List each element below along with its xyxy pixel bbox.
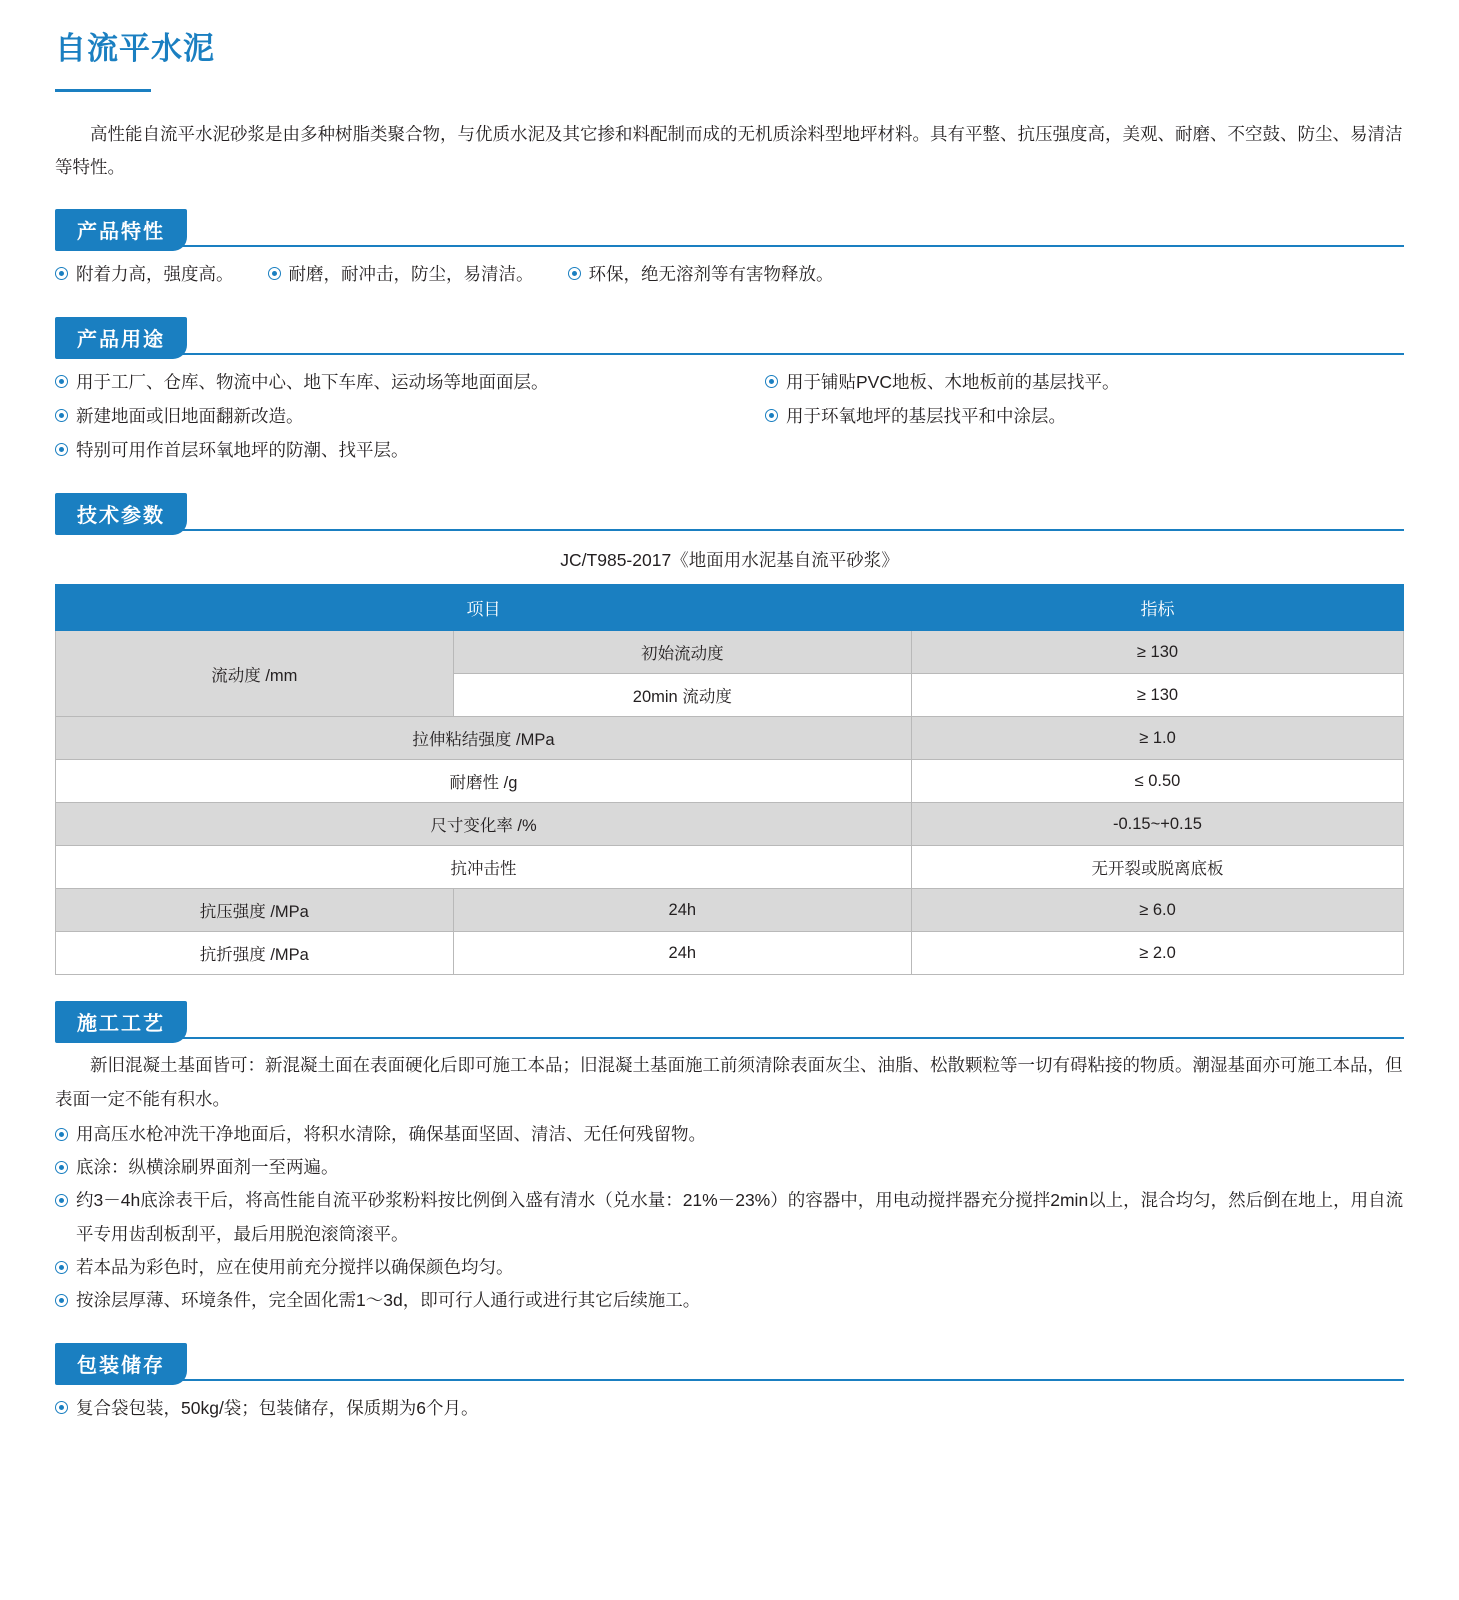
table-row [56,932,1404,975]
list-item-label: 用于环氧地坪的基层找平和中涂层。 [786,406,1066,427]
section-header-specs [55,493,1404,531]
uses-list [55,365,1404,467]
list-item [55,1151,1404,1184]
list-item-label: 约3－4h底涂表干后，将高性能自流平砂浆粉料按比例倒入盛有清水（兑水量：21%－23%）的容器中，用电动搅拌器充分搅拌2min以上，混合均匀，然后倒在地上，用自流平专用齿刮板刮平，最后用脱泡滚筒滚平。 [76,1190,1404,1244]
section-rule [55,1379,1404,1381]
bullet-circle-icon [268,267,281,280]
bullet-circle-icon [55,1161,68,1174]
section-rule [55,245,1404,247]
section-title-uses: 产品用途 [55,317,187,359]
section-header-features [55,209,1404,247]
section-title-specs: 技术参数 [55,493,187,535]
cell-value: ≥ 6.0 [911,889,1403,932]
bullet-circle-icon [55,1128,68,1141]
bullet-circle-icon [568,267,581,280]
list-item [55,365,755,399]
list-item [55,433,755,467]
section-title-packaging: 包装储存 [55,1343,187,1385]
packaging-list [55,1391,1404,1425]
list-item-label: 特别可用作首层环氧地坪的防潮、找平层。 [76,440,409,461]
cell-sub: 24h [453,889,911,932]
process-list [55,1118,1404,1318]
section-rule [55,1037,1404,1039]
cell-value: ≥ 1.0 [911,717,1403,760]
list-item [268,257,534,291]
list-item [55,1284,1404,1317]
section-title-features: 产品特性 [55,209,187,251]
list-item [55,399,755,433]
table-row [56,631,1404,674]
table-header-row [56,585,1404,631]
list-item-label: 用高压水枪冲洗干净地面后，将积水清除，确保基面坚固、清洁、无任何残留物。 [76,1123,706,1144]
cell-value: ≥ 130 [911,674,1403,717]
list-item [55,257,234,291]
cell-item: 拉伸粘结强度 /MPa [56,717,912,760]
page-title: 自流平水泥 [55,31,215,66]
cell-item: 抗冲击性 [56,846,912,889]
cell-sub: 24h [453,932,911,975]
list-item [765,399,1404,433]
list-item-label: 耐磨，耐冲击，防尘，易清洁。 [288,263,534,284]
section-rule [55,353,1404,355]
bullet-circle-icon [765,409,778,422]
section-header-process [55,1001,1404,1039]
table-row [56,846,1404,889]
list-item-label: 附着力高，强度高。 [76,263,234,284]
section-rule [55,529,1404,531]
bullet-circle-icon [55,409,68,422]
intro-paragraph: 高性能自流平水泥砂浆是由多种树脂类聚合物，与优质水泥及其它掺和料配制而成的无机质涂料型地坪材料。具有平整、抗压强度高，美观、耐磨、不空鼓、防尘、易清洁等特性。 [55,124,1403,177]
cell-sub: 初始流动度 [453,631,911,674]
cell-value: ≥ 2.0 [911,932,1403,975]
cell-item: 流动度 /mm [56,631,454,717]
table-row [56,760,1404,803]
bullet-circle-icon [55,1194,68,1207]
section-packaging [55,1343,1404,1425]
section-title-process: 施工工艺 [55,1001,187,1043]
section-specs [55,493,1404,975]
bullet-circle-icon [55,267,68,280]
column-header-item: 项目 [56,585,912,631]
cell-sub: 20min 流动度 [453,674,911,717]
bullet-circle-icon [765,375,778,388]
list-item-label: 按涂层厚薄、环境条件，完全固化需1～3d，即可行人通行或进行其它后续施工。 [76,1290,701,1311]
cell-item: 耐磨性 /g [56,760,912,803]
column-header-index: 指标 [911,585,1403,631]
bullet-circle-icon [55,443,68,456]
table-row [56,717,1404,760]
list-item [55,1184,1404,1251]
bullet-circle-icon [55,375,68,388]
cell-value: ≥ 130 [911,631,1403,674]
list-item-label: 环保，绝无溶剂等有害物释放。 [588,263,834,284]
section-process [55,1001,1404,1317]
section-header-packaging [55,1343,1404,1381]
process-paragraph: 新旧混凝土基面皆可：新混凝土面在表面硬化后即可施工本品；旧混凝土基面施工前须清除表面灰尘、油脂、松散颗粒等一切有碍粘接的物质。潮湿基面亦可施工本品，但表面一定不能有积水。 [55,1055,1403,1109]
bullet-circle-icon [55,1401,68,1414]
spec-table [55,584,1404,975]
list-item [55,1391,1370,1425]
list-item [55,1118,1404,1151]
list-item [55,1251,1404,1284]
bullet-circle-icon [55,1294,68,1307]
list-item-label: 复合袋包装，50kg/袋；包装储存，保质期为6个月。 [76,1398,479,1419]
list-item [568,257,834,291]
standard-reference: JC/T985-2017《地面用水泥基自流平砂浆》 [560,550,899,571]
cell-item: 抗折强度 /MPa [56,932,454,975]
list-item-label: 用于铺贴PVC地板、木地板前的基层找平。 [786,372,1120,393]
table-row [56,889,1404,932]
title-underline [55,89,151,92]
bullet-circle-icon [55,1261,68,1274]
cell-value: -0.15~+0.15 [911,803,1403,846]
cell-value: 无开裂或脱离底板 [911,846,1403,889]
cell-value: ≤ 0.50 [911,760,1403,803]
list-item-label: 若本品为彩色时，应在使用前充分搅拌以确保颜色均匀。 [76,1256,514,1277]
list-item-label: 用于工厂、仓库、物流中心、地下车库、运动场等地面面层。 [76,372,549,393]
list-item-label: 底涂：纵横涂刷界面剂一至两遍。 [76,1157,339,1178]
cell-item: 尺寸变化率 /% [56,803,912,846]
list-item [765,365,1404,399]
cell-item: 抗压强度 /MPa [56,889,454,932]
table-row [56,803,1404,846]
section-features [55,209,1404,291]
section-uses [55,317,1404,467]
features-list [55,257,1404,291]
section-header-uses [55,317,1404,355]
list-item-label: 新建地面或旧地面翻新改造。 [76,406,304,427]
